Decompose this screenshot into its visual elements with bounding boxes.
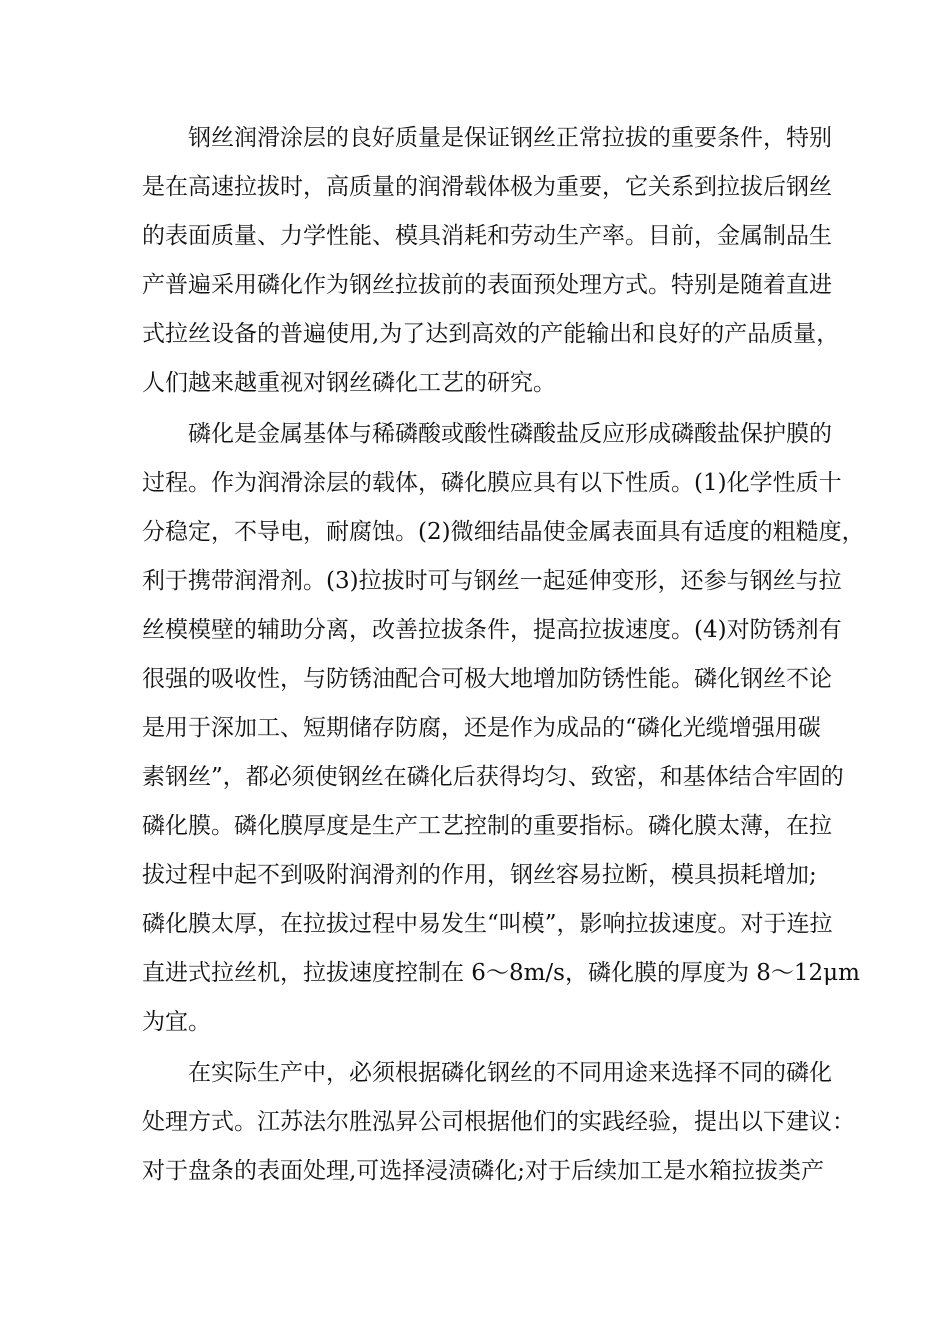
paragraph-2-line-9: 磷化膜。磷化膜厚度是生产工艺控制的重要指标。磷化膜太薄，在拉 [142, 813, 832, 839]
paragraph-1 [142, 114, 840, 408]
paragraph-1-line-6: 人们越来越重视对钢丝磷化工艺的研究。 [142, 370, 556, 396]
paragraph-3 [142, 1049, 855, 1196]
paragraph-2-line-2: 过程。作为润滑涂层的载体，磷化膜应具有以下性质。(1)化学性质十 [142, 470, 842, 496]
paragraph-2-line-5: 丝模模壁的辅助分离，改善拉拔条件，提高拉拔速度。(4)对防锈剂有 [142, 617, 842, 643]
paragraph-3-line-1: 在实际生产中，必须根据磷化钢丝的不同用途来选择不同的磷化 [188, 1060, 832, 1086]
paragraph-2-line-12: 直进式拉丝机，拉拔速度控制在 6～8m/s，磷化膜的厚度为 8～12μm [142, 960, 860, 986]
paragraph-1-line-4: 产普遍采用磷化作为钢丝拉拔前的表面预处理方式。特别是随着直进 [142, 272, 832, 298]
paragraph-2-line-4: 利于携带润滑剂。(3)拉拔时可与钢丝一起延伸变形，还参与钢丝与拉 [142, 568, 842, 594]
paragraph-2-line-11: 磷化膜太厚，在拉拔过程中易发生“叫模”，影响拉拔速度。对于连拉 [142, 911, 833, 937]
paragraph-1-line-2: 是在高速拉拔时，高质量的润滑载体极为重要，它关系到拉拔后钢丝 [142, 174, 832, 200]
paragraph-2-line-13: 为宜。 [142, 1009, 211, 1035]
paragraph-1-line-1: 钢丝润滑涂层的良好质量是保证钢丝正常拉拔的重要条件，特别 [188, 125, 832, 151]
paragraph-2-line-3: 分稳定，不导电，耐腐蚀。(2)微细结晶使金属表面具有适度的粗糙度， [142, 519, 865, 545]
paragraph-2-line-8: 素钢丝”，都必须使钢丝在磷化后获得均匀、致密，和基体结合牢固的 [142, 764, 844, 790]
paragraph-1-line-3: 的表面质量、力学性能、模具消耗和劳动生产率。目前，金属制品生 [142, 223, 832, 249]
paragraph-2-line-7: 是用于深加工、短期储存防腐，还是作为成品的“磷化光缆增强用碳 [142, 715, 821, 741]
paragraph-3-line-3: 对于盘条的表面处理,可选择浸渍磷化;对于后续加工是水箱拉拔类产 [142, 1158, 825, 1184]
paragraph-2 [142, 410, 865, 1047]
paragraph-1-line-5: 式拉丝设备的普遍使用,为了达到高效的产能输出和良好的产品质量， [142, 321, 840, 347]
paragraph-2-line-10: 拔过程中起不到吸附润滑剂的作用，钢丝容易拉断，模具损耗增加; [142, 862, 817, 888]
paragraph-3-line-2: 处理方式。江苏法尔胜泓昇公司根据他们的实践经验，提出以下建议： [142, 1109, 855, 1135]
paragraph-2-line-1: 磷化是金属基体与稀磷酸或酸性磷酸盐反应形成磷酸盐保护膜的 [188, 421, 832, 447]
paragraph-2-line-6: 很强的吸收性，与防锈油配合可极大地增加防锈性能。磷化钢丝不论 [142, 666, 832, 692]
